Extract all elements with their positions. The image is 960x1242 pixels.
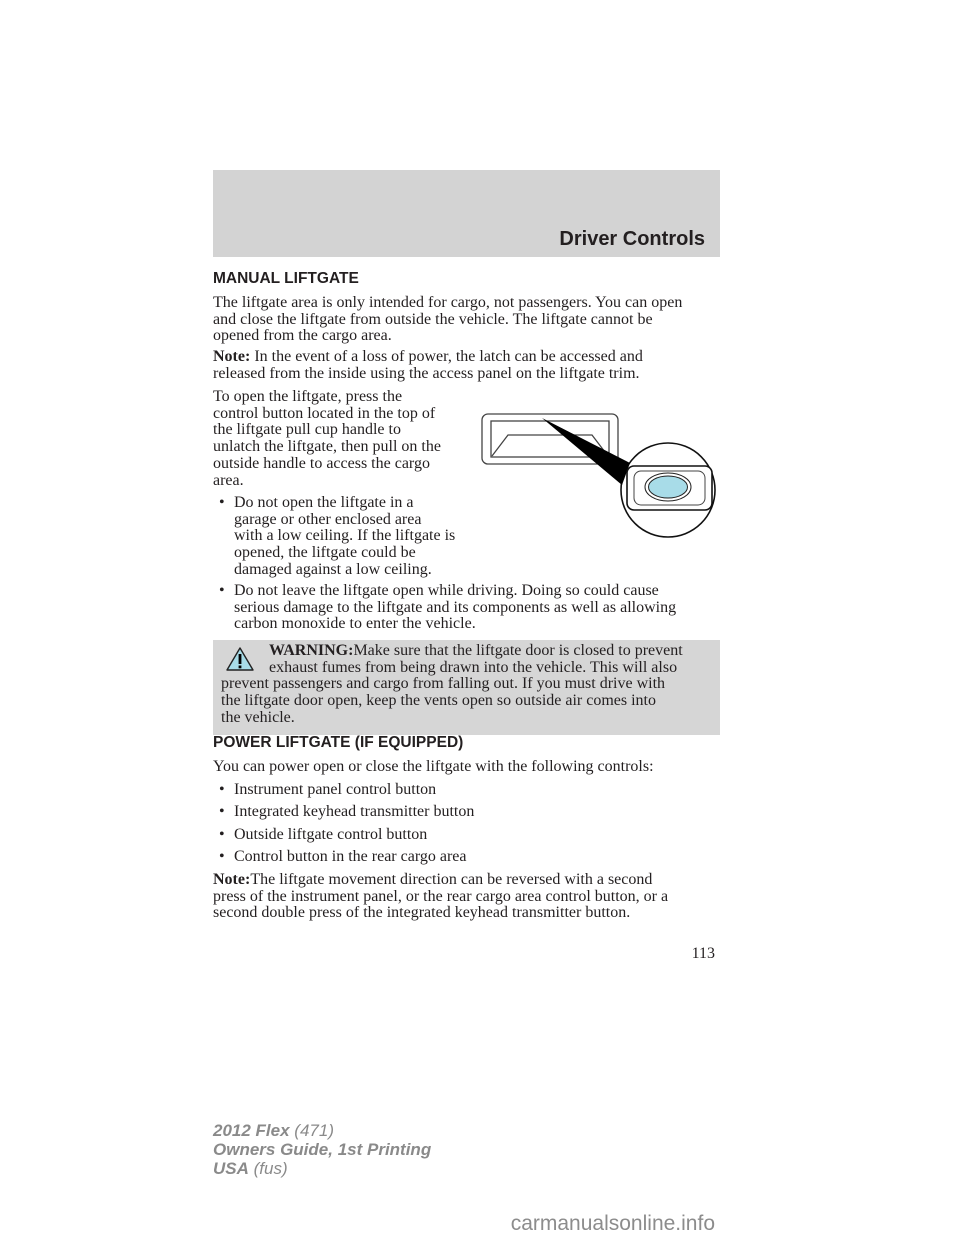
- note-label: Note:: [213, 348, 251, 365]
- text-line: area.: [213, 471, 244, 489]
- text-line: the vehicle.: [221, 708, 295, 726]
- text-line: Integrated keyhead transmitter button: [234, 803, 475, 820]
- bullet-item: [219, 827, 427, 844]
- text-line: Do not leave the liftgate open while driving. Doing so could cause: [234, 582, 659, 599]
- print-footer: [213, 1121, 431, 1178]
- liftgate-handle-illustration: [470, 380, 730, 540]
- manual-note-paragraph: [213, 349, 643, 382]
- text-line: released from the inside using the access panel on the liftgate trim.: [213, 364, 640, 382]
- text-line: the liftgate pull cup handle to: [213, 421, 401, 439]
- warning-text: [221, 643, 683, 727]
- text-line: Make sure that the liftgate door is closed to prevent: [353, 642, 683, 659]
- text-line: opened from the cargo area.: [213, 327, 392, 345]
- text-line: opened, the liftgate could be: [234, 544, 416, 562]
- footer-guide: Owners Guide, 1st Printing: [213, 1140, 432, 1159]
- bullet-icon: •: [219, 826, 225, 843]
- manual-intro-paragraph: [213, 295, 682, 345]
- text-line: To open the liftgate, press the: [213, 388, 403, 405]
- text-line: second double press of the integrated keyhead transmitter button.: [213, 904, 631, 922]
- bullet-icon: •: [219, 781, 225, 798]
- text-line: Do not open the liftgate in a: [234, 494, 414, 511]
- bullet-item: [219, 583, 676, 633]
- text-line: The liftgate movement direction can be reversed with a second: [250, 871, 653, 888]
- text-line: The liftgate area is only intended for cargo, not passengers. You can open: [213, 294, 683, 311]
- bullet-icon: •: [219, 803, 225, 820]
- text-line: In the event of a loss of power, the latch can be accessed and: [254, 348, 643, 365]
- text-line: garage or other enclosed area: [234, 510, 422, 528]
- text-line: serious damage to the liftgate and its components as well as allowing: [234, 598, 677, 616]
- text-line: carbon monoxide to enter the vehicle.: [234, 615, 476, 633]
- text-line: and close the liftgate from outside the vehicle. The liftgate cannot be: [213, 310, 653, 328]
- text-line: press of the instrument panel, or the rear cargo area control button, or a: [213, 887, 669, 905]
- text-line: exhaust fumes from being drawn into the vehicle. This will also: [269, 658, 678, 676]
- text-line: with a low ceiling. If the liftgate is: [234, 527, 456, 545]
- bullet-icon: •: [219, 494, 225, 511]
- text-line: outside handle to access the cargo: [213, 454, 430, 472]
- bullet-icon: •: [219, 582, 225, 599]
- power-note-paragraph: [213, 872, 668, 922]
- footer-market-code: (fus): [253, 1159, 288, 1178]
- text-line: damaged against a low ceiling.: [234, 560, 432, 578]
- bullet-item: [219, 804, 474, 821]
- text-line: Outside liftgate control button: [234, 826, 428, 843]
- bullet-item: [219, 782, 436, 799]
- section-header: [213, 170, 720, 257]
- bullet-item: [219, 849, 467, 866]
- power-liftgate-heading: POWER LIFTGATE (IF EQUIPPED): [213, 734, 464, 751]
- note-label: Note:: [213, 871, 251, 888]
- text-line: the liftgate door open, keep the vents open so outside air comes into: [221, 692, 656, 710]
- watermark: carmanualsonline.info: [510, 1212, 715, 1235]
- text-line: prevent passengers and cargo from falling out. If you must drive with: [221, 675, 666, 693]
- bullet-icon: •: [219, 848, 225, 865]
- power-intro: You can power open or close the liftgate with the following controls:: [213, 758, 654, 775]
- warning-box: [213, 640, 720, 735]
- footer-model: 2012 Flex: [213, 1121, 290, 1140]
- warning-label: WARNING:: [269, 642, 354, 659]
- text-line: Instrument panel control button: [234, 781, 437, 798]
- bullet-item: [219, 495, 455, 579]
- manual-liftgate-heading: MANUAL LIFTGATE: [213, 270, 359, 287]
- text-line: unlatch the liftgate, then pull on the: [213, 438, 441, 456]
- footer-code: (471): [294, 1121, 334, 1140]
- section-title: Driver Controls: [559, 228, 705, 250]
- page-number: 113: [691, 945, 715, 962]
- text-line: Control button in the rear cargo area: [234, 848, 467, 865]
- open-instructions-paragraph: [213, 389, 441, 489]
- footer-market: USA: [213, 1159, 249, 1178]
- text-line: control button located in the top of: [213, 404, 436, 422]
